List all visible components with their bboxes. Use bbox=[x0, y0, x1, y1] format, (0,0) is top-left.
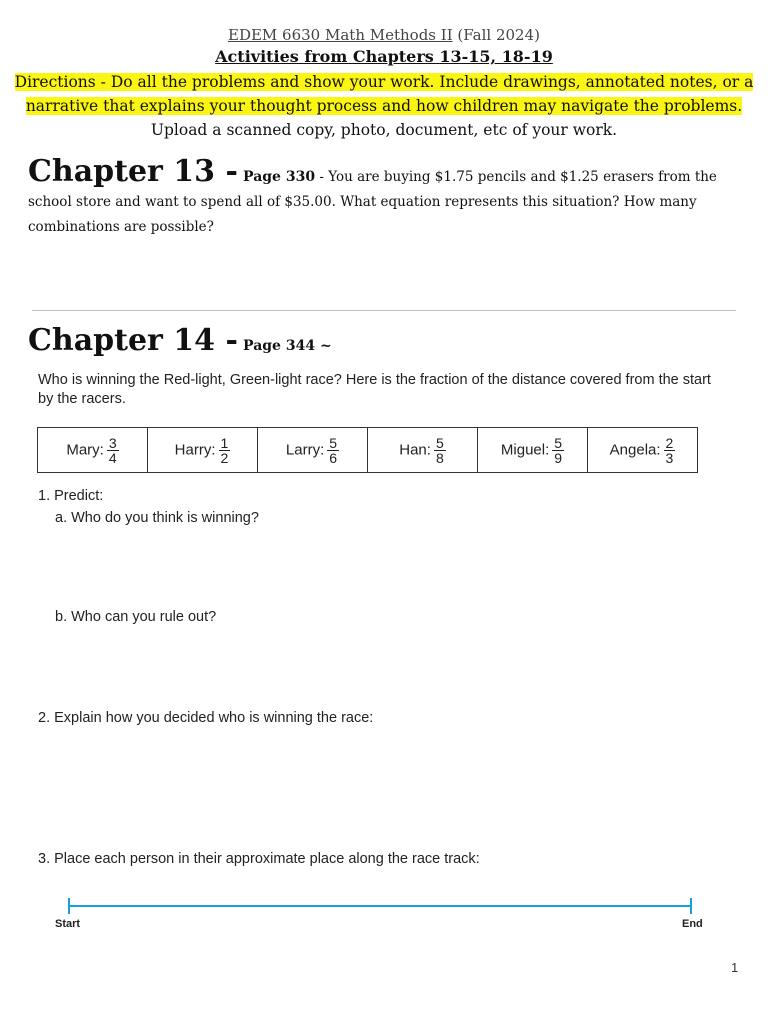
chapter-13-problem: - You are buying $1.75 pencils and $1.25 erasers from the school store and want to spend all of $35.00. What equation represents this situation? How many combinations are possible? bbox=[28, 169, 717, 235]
question-1: 1. Predict: bbox=[38, 488, 104, 504]
track-start-label: Start bbox=[55, 918, 81, 930]
race-intro: Who is winning the Red-light, Green-light race? Here is the fraction of the distance covered from the start by the racers. bbox=[38, 372, 711, 407]
directions-upload-note: Upload a scanned copy, photo, document, etc of your work. bbox=[150, 121, 618, 139]
question-1a: a. Who do you think is winning? bbox=[55, 510, 259, 526]
fraction-numerator: 3 bbox=[108, 434, 117, 451]
racer-cell bbox=[148, 428, 258, 473]
fraction-numerator: 5 bbox=[554, 434, 563, 451]
directions-highlighted: Directions - Do all the problems and show your work. Include drawings, annotated notes, or a narrative that explains your thought process and how children may navigate the problems. bbox=[14, 73, 754, 115]
fraction-numerator: 1 bbox=[220, 434, 229, 451]
chapter-14-page: Page 344 ~ bbox=[243, 338, 332, 354]
course-code: EDEM 6630 Math Methods II bbox=[228, 26, 453, 44]
racer-name: Angela: bbox=[609, 440, 661, 458]
racer-row bbox=[38, 428, 698, 473]
racer-cell bbox=[38, 428, 148, 473]
question-2: 2. Explain how you decided who is winning the race: bbox=[38, 710, 374, 726]
racer-fraction bbox=[107, 436, 119, 465]
question-3: 3. Place each person in their approximate place along the race track: bbox=[38, 851, 480, 867]
chapter-13-section bbox=[28, 154, 728, 239]
racer-cell bbox=[478, 428, 588, 473]
fraction-numerator: 5 bbox=[435, 434, 444, 451]
racer-fraction bbox=[664, 436, 676, 465]
course-header bbox=[0, 26, 768, 44]
racer-fraction bbox=[552, 436, 564, 465]
racer-name: Miguel: bbox=[500, 440, 550, 458]
fraction-numerator: 2 bbox=[665, 434, 674, 451]
racer-name: Han: bbox=[399, 440, 431, 458]
fraction-denominator: 6 bbox=[329, 449, 338, 466]
racer-fraction bbox=[219, 436, 231, 465]
chapter-14-section bbox=[28, 323, 728, 358]
race-track-line bbox=[69, 905, 691, 907]
section-divider bbox=[32, 310, 736, 311]
fraction-numerator: 5 bbox=[329, 434, 338, 451]
track-end-label: End bbox=[682, 918, 703, 930]
racer-name: Mary: bbox=[66, 440, 104, 458]
track-start-tick bbox=[68, 898, 70, 914]
racer-name: Harry: bbox=[174, 440, 216, 458]
racer-cell bbox=[258, 428, 368, 473]
question-1b: b. Who can you rule out? bbox=[55, 609, 217, 625]
racer-name: Larry: bbox=[285, 440, 325, 458]
course-term: (Fall 2024) bbox=[457, 26, 540, 44]
racer-fraction bbox=[434, 436, 446, 465]
chapter-13-page: Page 330 bbox=[243, 169, 316, 185]
chapter-13-heading: Chapter 13 - bbox=[28, 154, 238, 189]
race-track bbox=[55, 893, 703, 930]
racer-cell bbox=[368, 428, 478, 473]
fraction-denominator: 8 bbox=[435, 449, 444, 466]
fraction-denominator: 2 bbox=[220, 449, 229, 466]
chapter-14-heading: Chapter 14 - bbox=[28, 323, 238, 358]
fraction-denominator: 4 bbox=[108, 449, 117, 466]
fraction-denominator: 9 bbox=[554, 449, 563, 466]
fraction-denominator: 3 bbox=[665, 449, 674, 466]
directions bbox=[0, 70, 768, 142]
racer-cell bbox=[588, 428, 698, 473]
activities-title: Activities from Chapters 13-15, 18-19 bbox=[215, 47, 553, 66]
track-end-tick bbox=[690, 898, 692, 914]
racer-table bbox=[37, 427, 698, 473]
page-number: 1 bbox=[731, 960, 739, 975]
racer-fraction bbox=[327, 436, 339, 465]
